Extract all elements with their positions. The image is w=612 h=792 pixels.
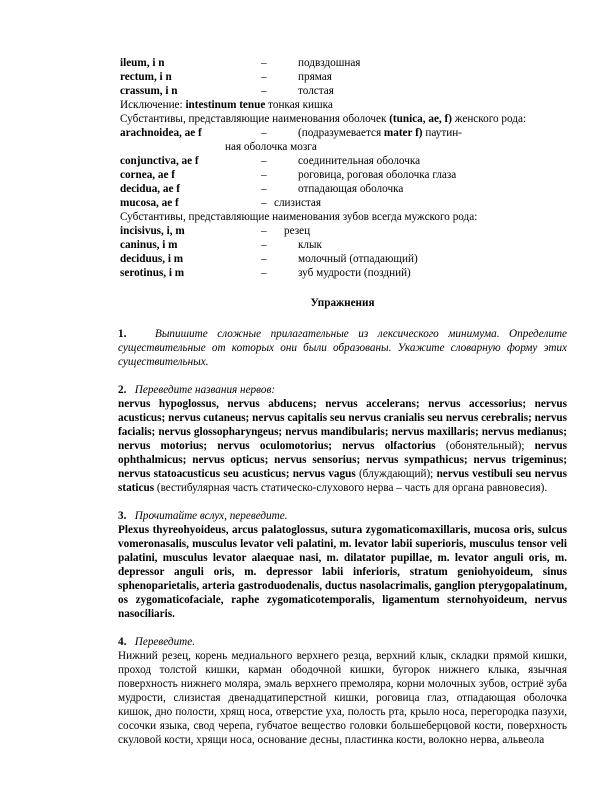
exercise-2-title: Переведите названия нервов: (134, 384, 276, 396)
exercise-4-title: Переведите. (134, 636, 196, 648)
exercise-4-title-line (118, 635, 567, 649)
term-row-cornea (120, 168, 565, 182)
term-latin: deciduus, i m (120, 253, 184, 265)
term-row-conjunctiva (120, 154, 565, 168)
exception-label: Исключение: (120, 99, 186, 111)
exception-rest: тонкая кишка (265, 99, 333, 111)
exercise-1-text (118, 327, 567, 369)
term-row-deciduus (120, 252, 565, 266)
exercise-4-text: Нижний резец, корень медиального верхнего резца, верхний клык, складки прямой кишки, проход толстой кишки, карман ободочной кишки, бугорок нижнего клыка, язычная поверхность нижнего моляра, эмаль верхнего премоляра, корни молочных зубов, остриё зуба мудрости, слизистая двенадцатиперстной кишки, роговица глаз, отпадающая оболочка кишок, дно полости, хрящ носа, отверстие уха, полость рта, крыло носа, перегородка пазухи, сосочки языка, свод черепа, губчатое вещество головки большеберцовой кости, поверхность скуловой кости, хрящи носа, основание десны, пластинка кости, волокно нерва, альвеола (118, 650, 567, 746)
page-content (118, 56, 568, 761)
term-row-rectum (120, 70, 565, 84)
term-dash: – (261, 225, 267, 237)
term-latin: mucosa, ae f (120, 197, 179, 209)
exercise-3-title-line (118, 509, 567, 523)
exercise-1 (118, 327, 567, 369)
term-row-caninus (120, 238, 565, 252)
term-dash: – (261, 183, 267, 195)
term-latin: arachnoidea, ae f (120, 127, 202, 139)
teeth-intro-line: Субстантивы, представляющие наименования зубов всегда мужского рода: (120, 211, 478, 223)
term-translation: подвздошная (298, 57, 361, 69)
term-translation: молочный (отпадающий) (298, 253, 418, 265)
exercise-1-instruction: Выпишите сложные прилагательные из лексического минимума. Определите существительные от которых они были образованы. Укажите словарную форму этих существительных. (118, 328, 568, 368)
term-latin: incisivus, i, m (120, 225, 185, 237)
term-translation: толстая (298, 85, 334, 97)
nerves-list-1: nervus hypoglossus, nervus abducens; nervus accelerans; nervus accessorius; nervus acusticus; nervus cutaneus; nervus capitalis seu nervus cranialis seu nervus cerebralis; nervus facialis; nervus glossopharyngeus; nervus mandibularis; nervus maxillaris; nervus medianus; nervus motorius; nervus oculomotorius; nervus olfactorius (118, 398, 567, 452)
term-row-incisivus (120, 224, 565, 238)
term-translation: прямая (298, 71, 332, 83)
term-row-serotinus (120, 266, 565, 280)
fem-intro-bold: (tunica, ae, f) (389, 113, 452, 125)
exercise-2 (118, 383, 567, 495)
fem-intro-text: Субстантивы, представляющие наименования оболочек (120, 113, 390, 125)
arachnoidea-ru-end: паутин- (422, 127, 462, 139)
exercise-2-number: 2. (118, 384, 127, 396)
exercise-3-text: Plexus thyreohyoideus, arcus palatoglossus, sutura zygomaticomaxillaris, mucosa oris, sulcus vomeronasalis, musculus levator veli palatini, m. levator labii superioris, musculus tensor veli palatini, musculus levator alaequae nasi, m. dilatator pupillae, m. levator anguli oris, m. depressor anguli oris, m. depressor labii inferioris, stratum geniohyoideum, sinus sphenoparietalis, arteria gastroduodenalis, ductus nasolacrimalis, ganglion pterygopalatinum, os zygomaticofaciale, raphe zygomaticotemporalis, ligamentum sternohyoideum, nervus nasociliaris. (118, 524, 567, 620)
term-latin: crassum, i n (120, 85, 178, 97)
exception-term: intestinum tenue (185, 99, 266, 111)
arachnoidea-ru-bold: mater f) (383, 127, 423, 139)
term-dash: – (261, 197, 267, 209)
term-latin: decidua, ae f (120, 183, 180, 195)
term-dash: – (261, 127, 267, 139)
term-translation (298, 126, 565, 140)
term-dash: – (261, 85, 267, 97)
fem-intro-rest: женского рода: (451, 113, 527, 125)
term-row-mucosa (120, 196, 565, 210)
term-dash: – (261, 71, 267, 83)
term-latin: ileum, i n (120, 57, 165, 69)
exercises-heading: Упражнения (310, 297, 375, 309)
term-row-arachnoidea (120, 126, 565, 140)
exercise-4-number: 4. (118, 636, 127, 648)
exercise-2-title-line (118, 383, 567, 397)
term-latin: caninus, i m (120, 239, 178, 251)
term-dash: – (261, 267, 267, 279)
exercise-4 (118, 635, 567, 747)
term-latin: conjunctiva, ae f (120, 155, 199, 167)
fem-intro-line (120, 112, 565, 126)
term-dash: – (261, 239, 267, 251)
term-dash: – (261, 169, 267, 181)
arachnoidea-continuation: ная оболочка мозга (225, 141, 317, 153)
nerves-note-1: (обонятельный); (435, 440, 535, 452)
exercise-3-number: 3. (118, 510, 127, 522)
nerves-list-2: nervus ophthalmicus; nervus opticus; nervus sensorius; nervus sympathicus; nervus trigeminus; nervus statoacusticus seu acusticus; nervus vagus (118, 440, 567, 480)
exception-line (120, 98, 565, 112)
term-translation: клык (298, 239, 322, 251)
exercise-1-number: 1. (118, 328, 127, 340)
term-latin: rectum, i n (120, 71, 172, 83)
term-dash: – (261, 155, 267, 167)
exercise-3-title: Прочитайте вслух, переведите. (134, 510, 288, 522)
term-translation: роговица, роговая оболочка глаза (298, 169, 457, 181)
term-translation: отпадающая оболочка (298, 183, 404, 195)
nerves-note-3: (вестибулярная часть статическо-слухового нерва – часть для органа равновесия). (154, 482, 548, 494)
nerves-list-3: nervus vestibuli seu nervus staticus (118, 468, 568, 494)
exercise-2-text (118, 397, 567, 495)
term-translation: зуб мудрости (поздний) (298, 267, 411, 279)
term-row-decidua (120, 182, 565, 196)
exercise-3 (118, 509, 567, 621)
term-latin: cornea, ae f (120, 169, 175, 181)
term-row-ileum (120, 56, 565, 70)
term-translation: резец (284, 225, 311, 237)
term-dash: – (261, 57, 267, 69)
term-dash: – (261, 253, 267, 265)
term-row-crassum (120, 84, 565, 98)
term-translation: соединительная оболочка (298, 155, 421, 167)
term-translation: слизистая (274, 197, 322, 209)
term-latin: serotinus, i m (120, 267, 185, 279)
nerves-note-2: (блуждающий); (355, 468, 437, 480)
arachnoidea-ru-start: (подразумевается (298, 127, 384, 139)
